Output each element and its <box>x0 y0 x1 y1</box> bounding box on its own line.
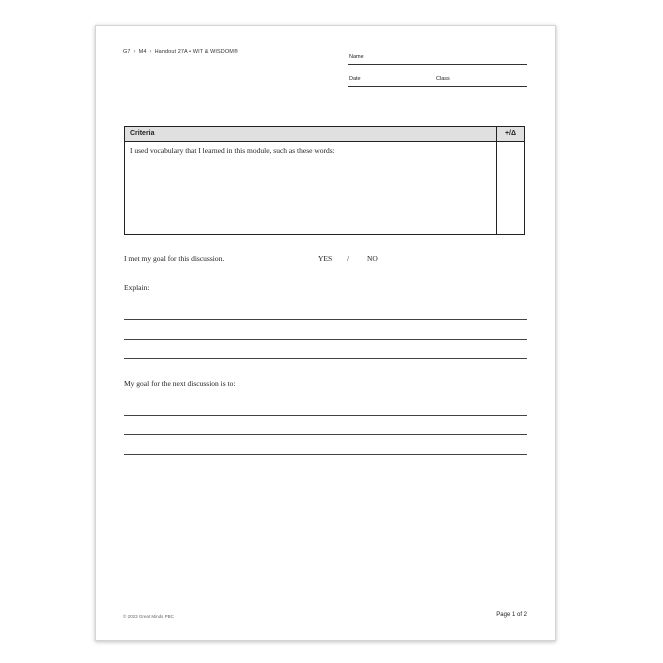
breadcrumb-module: M4 <box>138 49 147 55</box>
next-goal-line[interactable] <box>124 415 527 416</box>
handout-page <box>95 25 556 641</box>
date-label: Date <box>349 76 361 82</box>
criteria-table <box>124 126 525 235</box>
date-class-field[interactable] <box>348 86 527 87</box>
criteria-header: Criteria <box>125 127 497 142</box>
goal-met-prompt: I met my goal for this discussion. <box>124 254 225 263</box>
explain-label: Explain: <box>124 283 150 292</box>
copyright-text: © 2023 Great Minds PBC <box>123 614 174 619</box>
explain-line[interactable] <box>124 339 527 340</box>
next-goal-line[interactable] <box>124 454 527 455</box>
breadcrumb-grade: G7 <box>123 49 131 55</box>
chevron-right-icon: › <box>133 49 136 55</box>
yes-option[interactable]: YES <box>318 254 333 263</box>
chevron-right-icon: › <box>149 49 152 55</box>
next-goal-label: My goal for the next discussion is to: <box>124 379 236 388</box>
name-label: Name <box>349 54 364 60</box>
no-option[interactable]: NO <box>367 254 378 263</box>
plus-delta-header: +/Δ <box>497 127 525 142</box>
name-field[interactable] <box>348 64 527 65</box>
page-number: Page 1 of 2 <box>496 612 527 618</box>
yes-no-separator: / <box>347 254 350 263</box>
explain-line[interactable] <box>124 358 527 359</box>
explain-line[interactable] <box>124 319 527 320</box>
class-label: Class <box>436 76 450 82</box>
breadcrumb <box>123 49 238 55</box>
mark-cell[interactable] <box>497 142 525 235</box>
next-goal-line[interactable] <box>124 434 527 435</box>
breadcrumb-handout: Handout 27A • WIT & WISDOM® <box>154 49 239 55</box>
criteria-cell: I used vocabulary that I learned in this module, such as these words: <box>125 142 497 235</box>
